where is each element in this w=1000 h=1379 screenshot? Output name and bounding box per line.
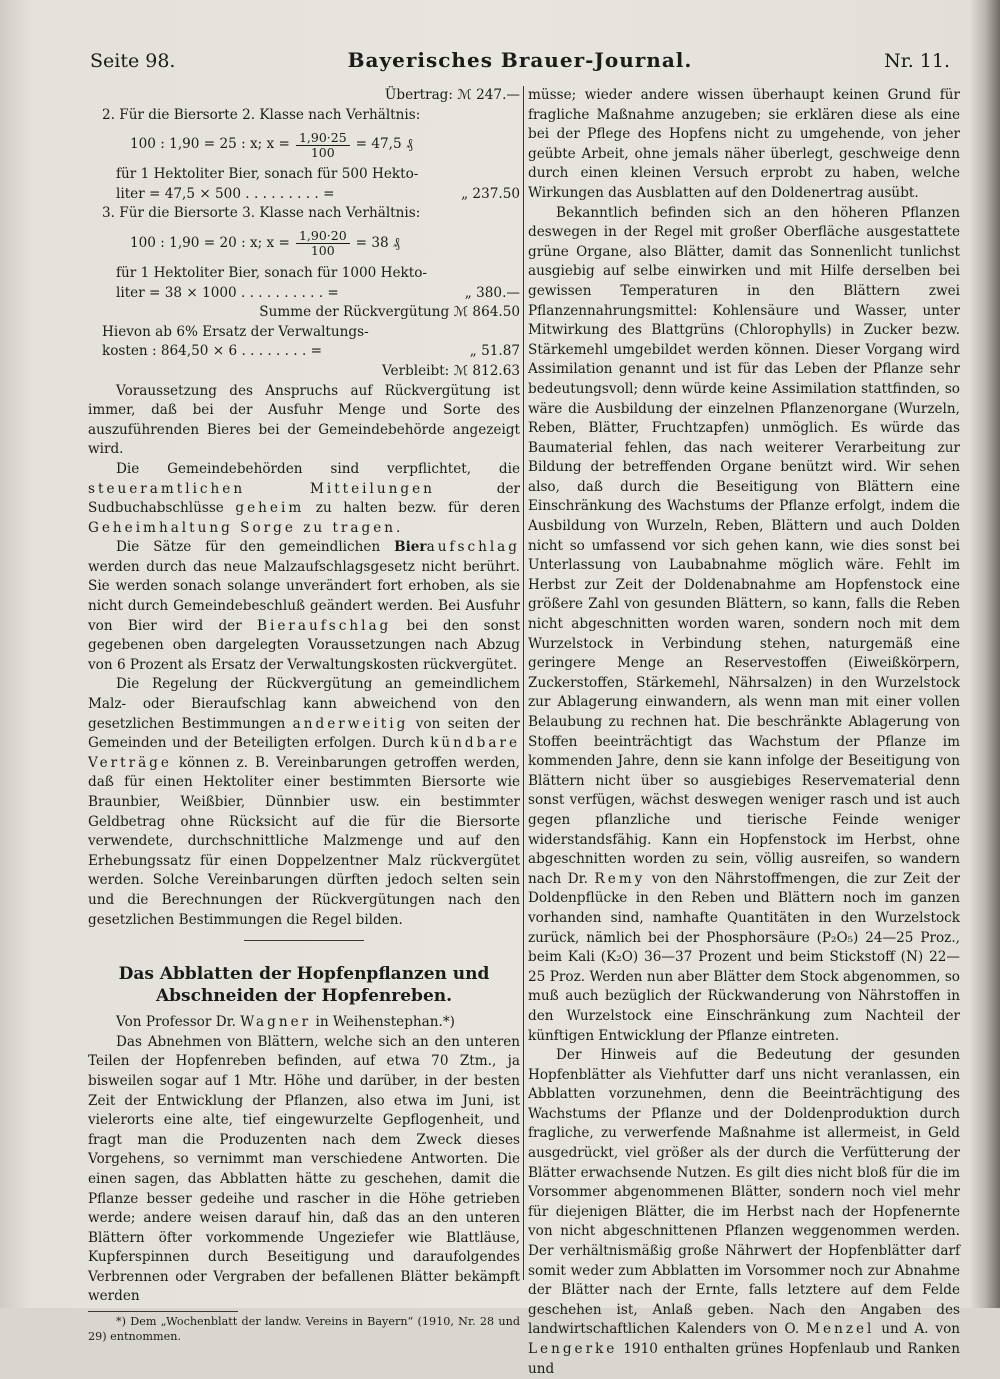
- formula-sorte-2: [88, 125, 520, 165]
- text-run: Die Sätze für den gemeindlichen: [116, 539, 381, 556]
- paragraph: müsse; wieder andere wissen überhaupt keinen Grund für fragliche Maßnahme anzugeben; sie erklären diese als eine bei der Pflege des Hopfens nicht zu umgehende, von jeher geübte Arbeit, ohne jemals näher überlegt, geschweige denn durch einen kleinen Versuch erprobt zu haben, welche Wirkungen das Ausblatten auf den Doldenertrag ausübt.: [528, 87, 960, 201]
- paragraph: Voraussetzung des Anspruchs auf Rückvergütung ist immer, daß bei der Ausfuhr Menge und Sorte des auszuführenden Bieres bei der Gemeindebehörde angezeigt wird.: [88, 382, 520, 458]
- footnote-rule: [88, 1311, 238, 1312]
- text-run: können z. B. Vereinbarungen getroffen werden, daß für einen Hektoliter einer bestimmten Biersorte wie Braunbier, Weißbier, Dünnbier usw. ein bestimmter Geldbetrag ohne Rücksicht auf die für die Biersorte verwendete, durchschnittliche Malzmenge und auf den Erhebungssatz für einen Doppelzentner Malz rückvergütet werden. Solche Vereinbarungen dürften jedoch selten sein und die Berechnungen der Rückvergütungen nach den gesetzlichen Bestimmungen die Regel bilden.: [88, 754, 520, 928]
- spaced-text: steueramtlichen Mitteilungen: [88, 480, 435, 497]
- text-run: 1910 enthalten grünes Hopfenlaub und Ranken und: [528, 1341, 960, 1377]
- article-title: Das Abblatten der Hopfenpflanzen und Abschneiden der Hopfenreben.: [118, 964, 490, 1007]
- formula-lhs: 100 : 1,90 = 20 : x; x =: [130, 235, 290, 252]
- text-run: Von Professor Dr.: [116, 1014, 236, 1031]
- paragraph: [528, 1046, 960, 1379]
- formula-rhs: = 47,5 ₰: [355, 136, 413, 153]
- spaced-text: Menzel: [806, 1321, 875, 1338]
- formula-lhs: 100 : 1,90 = 25 : x; x =: [130, 136, 290, 153]
- spaced-text: aufschlag: [426, 539, 520, 556]
- formula-sorte-3: [88, 224, 520, 264]
- spaced-text: Geheimhaltung Sorge zu tragen.: [88, 519, 404, 536]
- paragraph: Das Abnehmen von Blättern, welche sich an den unteren Teilen der Hopfenreben befinden, auf etwa 70 Ztm., ja bisweilen sogar auf 1 Mtr. Höhe und darüber, in der besten Zeit der Entwicklung der Pflanzen, also etwa im Juni, ist vielerorts eine alte, tief eingewurzelte Gepflogenheit, und fragt man die Produzenten nach dem Zweck dieses Vorgehens, so vernimmt man verschiedene Antworten. Die einen sagen, das Abblatten hätte zu geschehen, damit die Pflanze besser gedeihe und rascher in die Höhe getrieben werde; andere weisen darauf hin, daß das an den unteren Blättern öfter vorkommende Ungeziefer wie Blattläuse, Kupferspinnen durch Beseitigung und daraufolgendes Verbrennen oder Vergraben der befallenen Blätter bekämpft werden: [88, 1033, 520, 1305]
- calc-expression: liter = 47,5 × 500 . . . . . . . . . =: [116, 185, 335, 202]
- column-divider: [523, 86, 524, 1280]
- text-run: bei den sonst gegebenen oben dargelegten Voraussetzungen nach Abzug von 6 Prozent als Ersatz der Verwaltungskosten rückvergütet.: [88, 617, 521, 673]
- spaced-text: Remy: [594, 870, 646, 887]
- text-run: Die Gemeindebehörden sind verpflichtet, die: [116, 460, 520, 477]
- issue-number: Nr. 11.: [884, 50, 950, 72]
- calc-result-row: [88, 284, 520, 304]
- fraction-denominator: 100: [310, 243, 335, 259]
- right-column: [528, 86, 960, 1379]
- calc-result-row: [88, 342, 520, 362]
- text-run: Bekanntlich befinden sich an den höheren Pflanzen deswegen in der Regel mit großer Oberfläche ausgestattete grüne Organe, also Blätter, damit das Sonnenlicht tunlichst ausgiebig auf selbe einwirken und mit Hilfe derselben bei gewissen Temperaturen in den Blättern zwei Pflanzennahrungsmittel: Kohlensäure und Wasser, unter Mitwirkung des Blattgrüns (Chlorophylls) in Zucker bezw. Stärkemehl umgebildet werden können. Dieser Vorgang wird Assimilation genannt und ist für das Leben der Pflanze sehr bedeutungsvoll; denn würde keine Assimilation stattfinden, so wäre die Ausbildung der einzelnen Pflanzenorgane (Wurzeln, Reben, Blätter, Fruchtzapfen) unmöglich. Es würde das Baumaterial fehlen, das nach weiterer Verarbeitung zur Bildung der betreffenden Organe benützt wird. Wir sehen also, daß durch die Beseitigung von Blättern eine Einschränkung des Wachstums der Pflanze erfolgt, indem die Ausbildung von Wurzeln, Reben, Blättern und auch Dolden nicht so umfassend vor sich gehen kann, wie dies sonst bei Unterlassung von Laubabnahme möglich wäre. Fehlt im Herbst zur Zeit der Doldenabnahme am Hopfenstock eine größere Zahl von gesunden Blättern, so kann, falls die Reben nicht abgeschnitten worden waren, sondern noch mit dem Wurzelstock in Verbindung stehen, naturgemäß eine geringere Menge an Reservestoffen (Eiweißkörpern, Zuckerstoffen, Stärkemehl, Nährsalzen) in den Wurzelstock zur Ablagerung einwandern, als wenn man mit einer vollen Belaubung zu rechnen hat. Die beschränkte Ablagerung von Stoffen beeinträchtigt das Wachstum der Pflanze im kommenden Jahre, denn sie kann infolge der Beseitigung von Blättern nicht über so ausgiebiges Reservematerial denn sonst verfügen, wächst deswegen weniger rasch und ist auch gegen pflanzliche und tierische Feinde weniger widerstandsfähig. Kann ein Hopfenstock im Herbst, ohne abgeschnitten worden zu sein, völlig ausreifen, so wandern nach Dr.: [528, 204, 960, 887]
- calc-text: für 1 Hektoliter Bier, sonach für 1000 Hekto-: [116, 264, 428, 281]
- calc-expression: liter = 38 × 1000 . . . . . . . . . . =: [116, 284, 339, 301]
- text-run: Die Regelung der Rückvergütung an gemeindlichem Malz- oder Bieraufschlag kann abweichend von den gesetzlichen Bestimmungen: [88, 676, 520, 732]
- calc-expression: kosten : 864,50 × 6 . . . . . . . . =: [102, 343, 322, 360]
- summe-line: Summe der Rückvergütung ℳ 864.50: [259, 304, 520, 321]
- paragraph: [88, 538, 520, 675]
- hievon-line: Hievon ab 6% Ersatz der Verwaltungs-: [102, 323, 369, 340]
- fraction-numerator: 1,90·20: [296, 229, 350, 244]
- spaced-text: anderweitig: [292, 715, 409, 732]
- text-run: von den Nährstoffmengen, die zur Zeit der Doldenpflücke in den Reben und Blättern noch im ganzen vorhanden sind, namhafte Quantitäten in den Wurzelstock zurück, nämlich bei der Phosphorsäure (P₂O₅) 24—25 Proz., beim Kali (K₂O) 36—37 Prozent und beim Stickstoff (N) 22—25 Proz. Werden nun aber Blätter dem Stock abgenommen, so muß auch bezüglich der Rückwanderung von Nährstoffen in den Wurzelstock eine Einschränkung zum Nachteil der künftigen Entwicklung der Pflanze eintreten.: [528, 870, 960, 1044]
- left-column: [88, 86, 520, 1344]
- page-header: [90, 50, 950, 80]
- calc-text: für 1 Hektoliter Bier, sonach für 500 Hekto-: [116, 166, 419, 183]
- text-run: werden durch das neue Malzaufschlagsgesetz nicht berührt. Sie werden sonach solange unverändert fort erhoben, als sie nicht durch Gemeindebeschluß geändert werden. Bei Ausfuhr von Bier wird der: [88, 558, 520, 634]
- fraction-numerator: 1,90·25: [296, 131, 350, 146]
- paragraph: [88, 460, 520, 538]
- spaced-text: geheim: [235, 500, 305, 517]
- formula-fraction: [296, 131, 350, 160]
- calc-sorte-2: 2. Für die Biersorte 2. Klasse nach Verhältnis:: [102, 106, 421, 123]
- formula-rhs: = 38 ₰: [355, 235, 400, 252]
- bold-text: Bier: [394, 539, 427, 556]
- calc-amount: „ 237.50: [461, 185, 520, 202]
- verbleibt-line: Verbleibt: ℳ 812.63: [381, 362, 520, 379]
- paragraph: [528, 204, 960, 1047]
- text-run: zu halten bezw. für deren: [315, 500, 520, 517]
- text-run: in Weihenstephan.*): [315, 1014, 455, 1031]
- spaced-text: Lengerke: [528, 1341, 618, 1357]
- page-number: Seite 98.: [90, 50, 176, 72]
- footnote: *) Dem „Wochenblatt der landw. Vereins in Bayern“ (1910, Nr. 28 und 29) entnommen.: [88, 1315, 520, 1344]
- text-run: und A. von: [881, 1321, 961, 1338]
- calc-amount: „ 380.—: [464, 284, 520, 301]
- calc-amount: „ 51.87: [469, 343, 520, 360]
- author-name: Wagner: [240, 1014, 312, 1031]
- calc-result-row: [88, 185, 520, 205]
- text-run: von seiten der Gemeinden und der Beteiligten erfolgen. Durch: [88, 715, 520, 752]
- fraction-denominator: 100: [310, 144, 335, 160]
- calc-sorte-3: 3. Für die Biersorte 3. Klasse nach Verhältnis:: [102, 205, 421, 222]
- journal-title: Bayerisches Brauer-Journal.: [347, 48, 693, 72]
- paragraph: [88, 675, 520, 930]
- section-rule: [244, 940, 364, 941]
- text-run: Der Hinweis auf die Bedeutung der gesunden Hopfenblätter als Viehfutter darf uns nicht veranlassen, ein Abblatten vorzunehmen, denn die Beeinträchtigung des Wachstums der Pflanze und der Doldenproduktion durch fragliche, zu verwerfende Maßnahme ist allermeist, in Geld ausgedrückt, viel größer als der durch die Verfütterung der Blätter erwachsende Nutzen. Es gilt dies nicht bloß für die im Vorsommer abgenommenen Blätter, sondern noch viel mehr für diejenigen Blätter, die im Herbst nach der Hopfenernte von nicht abgeschnittenen Pflanzen weggenommen werden. Der verhältnismäßig große Nährwert der Hopfenblätter darf somit weder zum Abblatten im Vorsommer noch zur Abnahme der Blätter nach der Ernte, falls letztere auf dem Felde geschehen ist, Anlaß geben. Nach den Angaben des landwirtschaftlichen Kalenders von O.: [528, 1047, 960, 1338]
- text-run: der Sudbuchabschlüsse: [88, 480, 520, 517]
- formula-fraction: [296, 229, 350, 258]
- uebertrag-line: Übertrag: ℳ 247.—: [384, 87, 520, 103]
- spaced-text: Bieraufschlag: [256, 617, 392, 634]
- spaced-text: kündbare Verträge: [88, 735, 520, 771]
- article-byline: [88, 1013, 520, 1033]
